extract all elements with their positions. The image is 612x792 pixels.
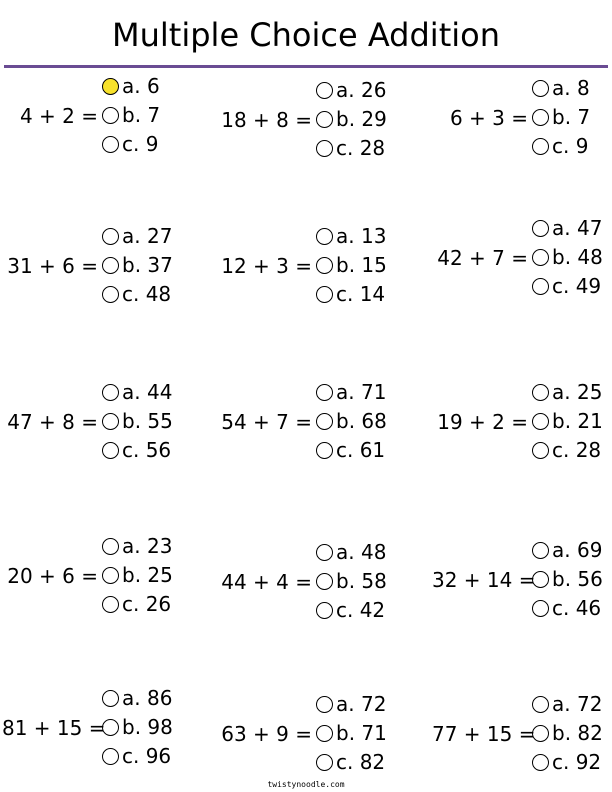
choice-label: b. 58 xyxy=(336,569,387,593)
choice-label: c. 96 xyxy=(122,744,172,768)
answer-bubble-icon[interactable] xyxy=(532,725,549,742)
answer-choice-a[interactable] xyxy=(532,690,602,718)
problem-question: 4 + 2 = xyxy=(19,104,98,128)
problem-2 xyxy=(216,76,416,166)
choice-label: a. 86 xyxy=(122,686,173,710)
choice-label: b. 98 xyxy=(122,715,173,739)
answer-choice-a[interactable] xyxy=(316,538,386,566)
choice-label: b. 25 xyxy=(122,563,173,587)
answer-choice-c[interactable] xyxy=(102,436,171,464)
problem-4 xyxy=(2,222,202,312)
answer-choice-b[interactable] xyxy=(102,407,173,435)
choice-label: a. 23 xyxy=(122,534,173,558)
choice-label: c. 28 xyxy=(552,438,602,462)
footer-credit: twistynoodle.com xyxy=(267,780,345,789)
answer-bubble-icon[interactable] xyxy=(102,690,119,707)
answer-bubble-icon[interactable] xyxy=(532,278,549,295)
answer-choice-a[interactable] xyxy=(102,72,160,100)
choice-label: a. 26 xyxy=(336,78,387,102)
problem-question: 31 + 6 = xyxy=(7,254,98,278)
answer-choice-a[interactable] xyxy=(102,222,172,250)
answer-choice-b[interactable] xyxy=(316,105,387,133)
problem-question: 6 + 3 = xyxy=(449,106,528,130)
choice-label: a. 72 xyxy=(552,692,603,716)
answer-choice-a[interactable] xyxy=(532,214,602,242)
answer-bubble-icon[interactable] xyxy=(316,696,333,713)
choice-label: b. 7 xyxy=(552,105,591,129)
choice-label: b. 48 xyxy=(552,245,603,269)
worksheet-header xyxy=(0,0,612,68)
answer-bubble-icon[interactable] xyxy=(316,754,333,771)
answer-bubble-icon[interactable] xyxy=(532,542,549,559)
choice-label: c. 48 xyxy=(122,282,172,306)
answer-choice-b[interactable] xyxy=(532,103,590,131)
answer-choice-a[interactable] xyxy=(532,378,602,406)
problem-1 xyxy=(2,72,202,162)
answer-choice-a[interactable] xyxy=(532,536,602,564)
answer-bubble-icon[interactable] xyxy=(102,286,119,303)
answer-bubble-icon[interactable] xyxy=(316,413,333,430)
answer-choice-b[interactable] xyxy=(316,567,387,595)
answer-bubble-icon[interactable] xyxy=(102,596,119,613)
choice-label: b. 29 xyxy=(336,107,387,131)
choice-label: c. 82 xyxy=(336,750,386,774)
answer-choice-a[interactable] xyxy=(316,690,386,718)
answer-bubble-icon[interactable] xyxy=(316,573,333,590)
problem-question: 42 + 7 = xyxy=(437,246,528,270)
problem-15 xyxy=(432,690,612,780)
answer-bubble-icon[interactable] xyxy=(532,109,549,126)
choice-label: c. 42 xyxy=(336,598,386,622)
page-title: Multiple Choice Addition xyxy=(112,16,500,54)
choice-label: b. 37 xyxy=(122,253,173,277)
problem-9 xyxy=(432,378,612,468)
problem-7 xyxy=(2,378,202,468)
answer-bubble-icon[interactable] xyxy=(316,442,333,459)
answer-bubble-icon[interactable] xyxy=(532,600,549,617)
answer-choice-c[interactable] xyxy=(102,742,171,770)
answer-bubble-icon[interactable] xyxy=(102,538,119,555)
answer-bubble-icon[interactable] xyxy=(316,228,333,245)
answer-choice-c[interactable] xyxy=(102,130,158,158)
answer-bubble-icon[interactable] xyxy=(532,571,549,588)
answer-choice-c[interactable] xyxy=(316,436,385,464)
answer-choice-c[interactable] xyxy=(316,748,385,776)
choice-label: a. 8 xyxy=(552,76,590,100)
choice-label: b. 82 xyxy=(552,721,603,745)
answer-bubble-icon[interactable] xyxy=(532,384,549,401)
answer-choice-a[interactable] xyxy=(102,684,172,712)
answer-bubble-icon[interactable] xyxy=(102,257,119,274)
answer-bubble-icon[interactable] xyxy=(532,442,549,459)
answer-choice-b[interactable] xyxy=(532,719,603,747)
answer-choice-c[interactable] xyxy=(532,594,601,622)
choice-label: a. 69 xyxy=(552,538,603,562)
problem-question: 47 + 8 = xyxy=(7,410,98,434)
answer-choice-a[interactable] xyxy=(316,222,386,250)
answer-choice-c[interactable] xyxy=(532,132,588,160)
answer-bubble-icon[interactable] xyxy=(102,228,119,245)
answer-bubble-icon[interactable] xyxy=(532,249,549,266)
answer-choice-a[interactable] xyxy=(532,74,590,102)
answer-choice-a[interactable] xyxy=(316,378,386,406)
answer-choice-b[interactable] xyxy=(316,251,387,279)
answer-bubble-icon[interactable] xyxy=(102,748,119,765)
answer-choice-c[interactable] xyxy=(102,280,171,308)
problem-question: 19 + 2 = xyxy=(437,410,528,434)
problem-3 xyxy=(432,74,612,164)
problem-question: 77 + 15 = xyxy=(432,722,536,746)
choice-label: c. 46 xyxy=(552,596,602,620)
answer-bubble-icon[interactable] xyxy=(102,719,119,736)
problem-13 xyxy=(2,684,202,774)
answer-choice-b[interactable] xyxy=(532,565,603,593)
choice-label: c. 9 xyxy=(552,134,589,158)
choice-label: a. 13 xyxy=(336,224,387,248)
answer-choice-b[interactable] xyxy=(316,407,387,435)
choice-label: a. 72 xyxy=(336,692,387,716)
answer-bubble-icon[interactable] xyxy=(102,107,119,124)
answer-bubble-icon[interactable] xyxy=(532,220,549,237)
answer-bubble-icon[interactable] xyxy=(532,413,549,430)
choice-label: a. 47 xyxy=(552,216,603,240)
choice-label: a. 27 xyxy=(122,224,173,248)
answer-bubble-icon[interactable] xyxy=(316,82,333,99)
answer-bubble-icon[interactable] xyxy=(316,384,333,401)
problem-question: 44 + 4 = xyxy=(221,570,312,594)
answer-choice-b[interactable] xyxy=(316,719,387,747)
choice-label: c. 26 xyxy=(122,592,172,616)
problem-8 xyxy=(216,378,416,468)
answer-choice-b[interactable] xyxy=(102,101,160,129)
problem-question: 63 + 9 = xyxy=(221,722,312,746)
choice-label: c. 14 xyxy=(336,282,386,306)
answer-bubble-icon[interactable] xyxy=(102,136,119,153)
problem-question: 20 + 6 = xyxy=(7,564,98,588)
answer-choice-c[interactable] xyxy=(316,280,385,308)
answer-bubble-icon[interactable] xyxy=(316,725,333,742)
problem-question: 54 + 7 = xyxy=(221,410,312,434)
problem-6 xyxy=(432,214,612,304)
choice-label: b. 56 xyxy=(552,567,603,591)
answer-choice-c[interactable] xyxy=(316,134,385,162)
selected-bubble-icon[interactable] xyxy=(102,78,119,95)
answer-bubble-icon[interactable] xyxy=(316,286,333,303)
answer-bubble-icon[interactable] xyxy=(102,384,119,401)
choice-label: b. 68 xyxy=(336,409,387,433)
choice-label: b. 71 xyxy=(336,721,387,745)
choice-label: c. 56 xyxy=(122,438,172,462)
answer-choice-b[interactable] xyxy=(102,251,173,279)
problem-question: 81 + 15 = xyxy=(2,716,106,740)
choice-label: b. 15 xyxy=(336,253,387,277)
answer-bubble-icon[interactable] xyxy=(316,140,333,157)
choice-label: a. 6 xyxy=(122,74,160,98)
choice-label: a. 48 xyxy=(336,540,387,564)
choice-label: a. 25 xyxy=(552,380,603,404)
answer-choice-c[interactable] xyxy=(102,590,171,618)
answer-bubble-icon[interactable] xyxy=(316,257,333,274)
answer-choice-b[interactable] xyxy=(102,561,173,589)
answer-choice-a[interactable] xyxy=(316,76,386,104)
answer-choice-c[interactable] xyxy=(532,436,601,464)
answer-choice-c[interactable] xyxy=(316,596,385,624)
problem-question: 12 + 3 = xyxy=(221,254,312,278)
answer-bubble-icon[interactable] xyxy=(532,696,549,713)
choice-label: c. 61 xyxy=(336,438,386,462)
choice-label: c. 28 xyxy=(336,136,386,160)
answer-choice-b[interactable] xyxy=(102,713,173,741)
answer-bubble-icon[interactable] xyxy=(316,111,333,128)
choice-label: b. 55 xyxy=(122,409,173,433)
problem-question: 32 + 14 = xyxy=(432,568,536,592)
title-divider xyxy=(4,65,608,68)
answer-choice-c[interactable] xyxy=(532,272,601,300)
problem-11 xyxy=(216,538,416,628)
problem-5 xyxy=(216,222,416,312)
answer-choice-a[interactable] xyxy=(102,532,172,560)
answer-bubble-icon[interactable] xyxy=(102,413,119,430)
problem-question: 18 + 8 = xyxy=(221,108,312,132)
choice-label: a. 44 xyxy=(122,380,173,404)
answer-bubble-icon[interactable] xyxy=(532,138,549,155)
choice-label: b. 7 xyxy=(122,103,161,127)
choice-label: c. 49 xyxy=(552,274,602,298)
problem-12 xyxy=(432,536,612,626)
answer-choice-a[interactable] xyxy=(102,378,172,406)
answer-choice-b[interactable] xyxy=(532,407,603,435)
answer-bubble-icon[interactable] xyxy=(532,754,549,771)
choice-label: c. 92 xyxy=(552,750,602,774)
answer-bubble-icon[interactable] xyxy=(532,80,549,97)
choice-label: a. 71 xyxy=(336,380,387,404)
answer-bubble-icon[interactable] xyxy=(316,602,333,619)
problem-14 xyxy=(216,690,416,780)
problem-10 xyxy=(2,532,202,622)
answer-choice-c[interactable] xyxy=(532,748,601,776)
choice-label: c. 9 xyxy=(122,132,159,156)
choice-label: b. 21 xyxy=(552,409,603,433)
answer-choice-b[interactable] xyxy=(532,243,603,271)
answer-bubble-icon[interactable] xyxy=(102,442,119,459)
answer-bubble-icon[interactable] xyxy=(102,567,119,584)
answer-bubble-icon[interactable] xyxy=(316,544,333,561)
